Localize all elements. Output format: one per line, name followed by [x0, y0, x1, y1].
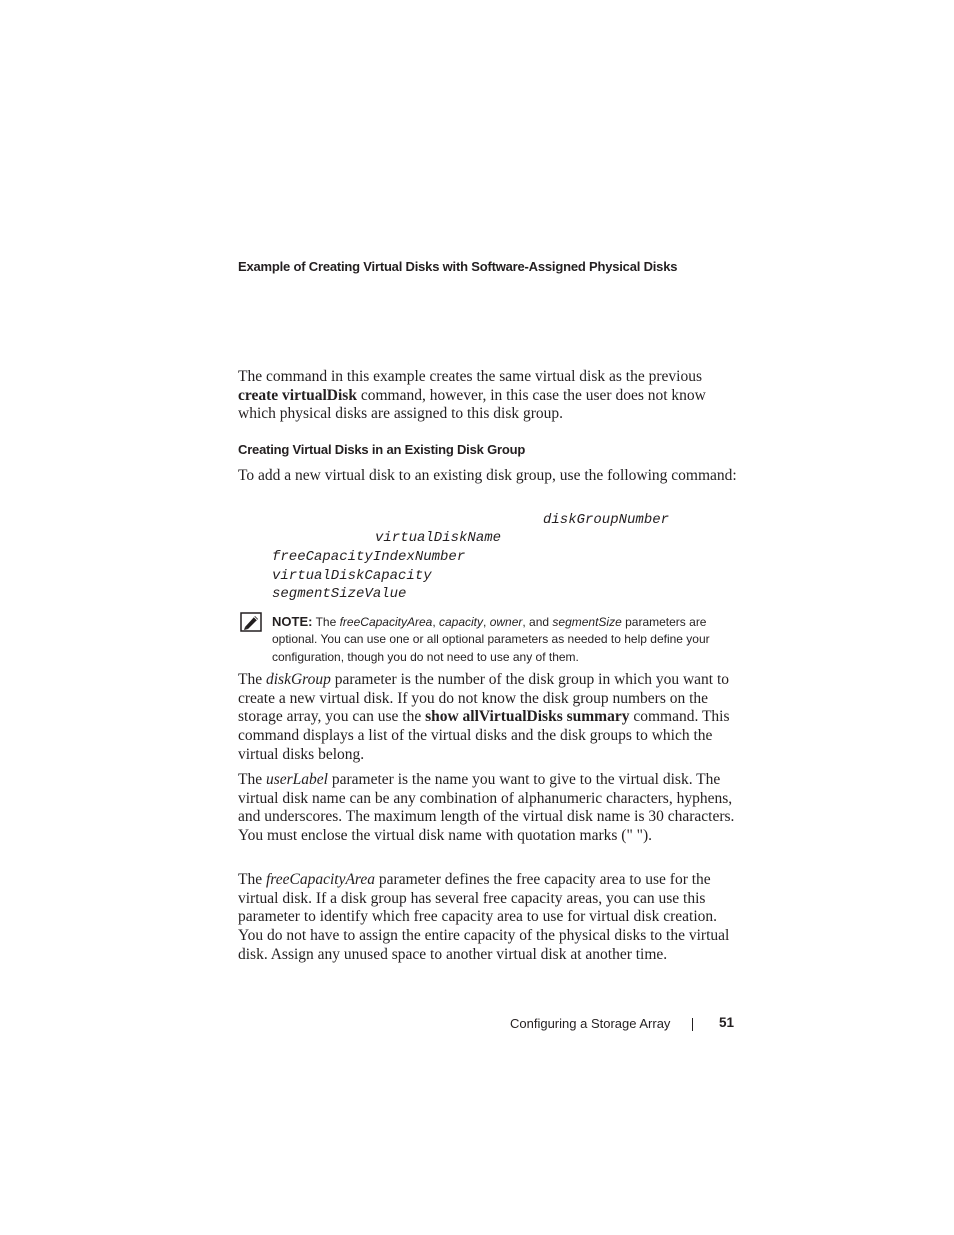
footer-section-title: Configuring a Storage Array [510, 1016, 671, 1031]
section-heading: Example of Creating Virtual Disks with Software-Assigned Physical Disks [238, 259, 678, 274]
diskgroup-paragraph: The diskGroup parameter is the number of the disk group in which you want to create a new virtual disk. If you do not know the disk group numbers on the storage array, you can use the show allVirtualDisks summary command. This command displays a list of the virtual disks and the disk groups to which the virtual disks belong. [238, 671, 730, 763]
freecapacity-paragraph: The freeCapacityArea parameter defines the free capacity area to use for the virtual disk. If a disk group has several free capacity areas, you can use this parameter to identify which free capacity area to use for virtual disk creation. You do not have to assign the entire capacity of the physical disks to the virtual disk. Assign any unused space to another virtual disk at another time. [238, 871, 730, 963]
footer-divider [692, 1018, 693, 1031]
code-line-2: virtualDiskName [375, 530, 502, 546]
code-line-4: virtualDiskCapacity [272, 568, 432, 584]
note-text: NOTE: The freeCapacityArea, capacity, owner, and segmentSize parameters are optional. You can use one or all optional parameters as needed to help define your configuration, though you do not need to use any of them. [272, 614, 710, 664]
code-line-3: freeCapacityIndexNumber [272, 549, 466, 565]
command-intro-paragraph: To add a new virtual disk to an existing disk group, use the following command: [238, 467, 737, 484]
subsection-heading: Creating Virtual Disks in an Existing Disk Group [238, 442, 526, 457]
intro-paragraph: The command in this example creates the same virtual disk as the previous create virtualDisk command, however, in this case the user does not know which physical disks are assigned to this disk group. [238, 368, 706, 423]
userlabel-paragraph: The userLabel parameter is the name you want to give to the virtual disk. The virtual disk name can be any combination of alphanumeric characters, hyphens, and underscores. The maximum length of the virtual disk name is 30 characters. You must enclose the virtual disk name with quotation marks (" "). [238, 771, 735, 845]
code-line-1: diskGroupNumber [543, 512, 670, 528]
pencil-note-icon [240, 612, 262, 632]
code-line-5: segmentSizeValue [272, 586, 407, 602]
page-number: 51 [719, 1015, 735, 1030]
